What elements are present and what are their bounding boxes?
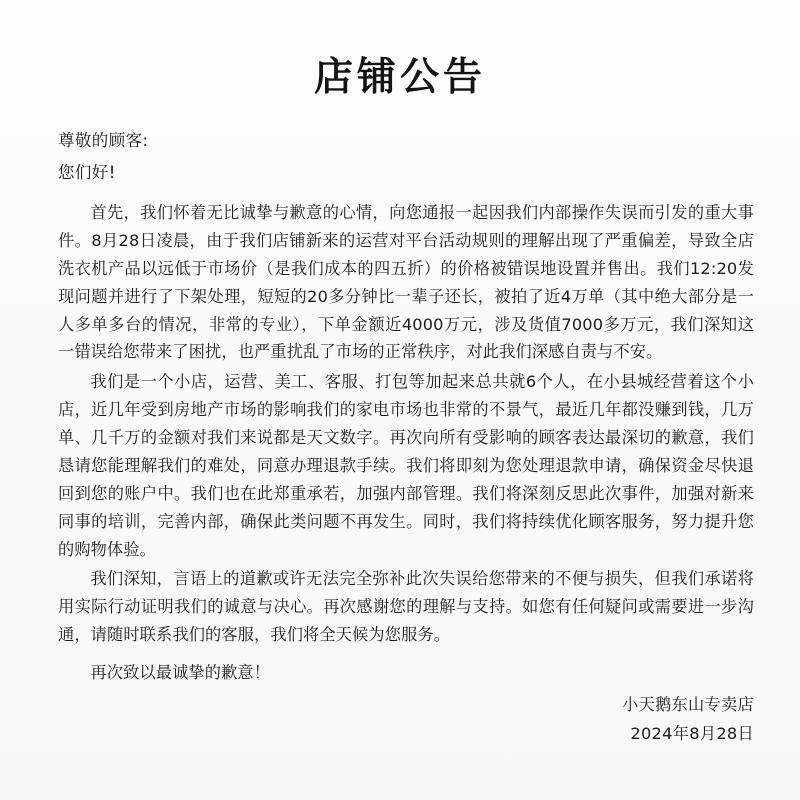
paragraph-apology-commitment: 我们深知，言语上的道歉或许无法完全弥补此次失误给您带来的不便与损失，但我们承诺将用实际行动证明我们的诚意与决心。再次感谢您的理解与支持。如您有任何疑问或需要进一步沟通，请随时联系我们的客服，我们将全天候为您服务。 [58,569,754,645]
salutation-line-hello: 您们好! [58,163,116,183]
salutation-block [58,125,754,189]
paragraph-shop-situation: 我们是一个小店，运营、美工、客服、打包等加起来总共就6个人，在小县城经营着这个小店，近几年受到房地产市场的影响我们的家电市场也非常的不景气，最近几年都没赚到钱，几万单、几千万的金额对我们来说都是天文数字。再次向所有受影响的顾客表达最深切的歉意，我们恳请您能理解我们的难处，同意办理退款手续。我们将即刻为您处理退款申请，确保资金尽快退回到您的账户中。我们也在此郑重承若，加强内部管理。我们将深刻反思此次事件，加强对新来同事的培训，完善内部，确保此类问题不再发生。同时，我们将持续优化顾客服务，努力提升您的购物体验。 [58,372,754,559]
salutation-line-greeting: 尊敬的顾客: [58,130,149,150]
signature-date: 2024年8月28日 [630,723,754,743]
signature-block [622,691,754,748]
page-title: 店铺公告 [313,55,486,100]
paragraph-incident-report: 首先，我们怀着无比诚挚与歉意的心情，向您通报一起因我们内部操作失误而引发的重大事件。8月28日凌晨，由于我们店铺新来的运营对平台活动规则的理解出现了严重偏差，导致全店洗衣机产品以远低于市场价（是我们成本的四五折）的价格被错误地设置并售出。我们12:20发现问题并进行了下架处理，短短的20多分钟比一辈子还长，被拍了近4万单（其中绝大部分是一人多单多台的情况，非常的专业），下单金额近4000万元，涉及货值7000多万元，我们深知这一错误给您带来了困扰，也严重扰乱了市场的正常秩序，对此我们深感自责与不安。 [58,203,754,362]
signature-store-name: 小天鹅东山专卖店 [622,695,754,715]
document-body [0,125,800,687]
closing-line: 再次致以最诚挚的歉意！ [90,662,271,682]
